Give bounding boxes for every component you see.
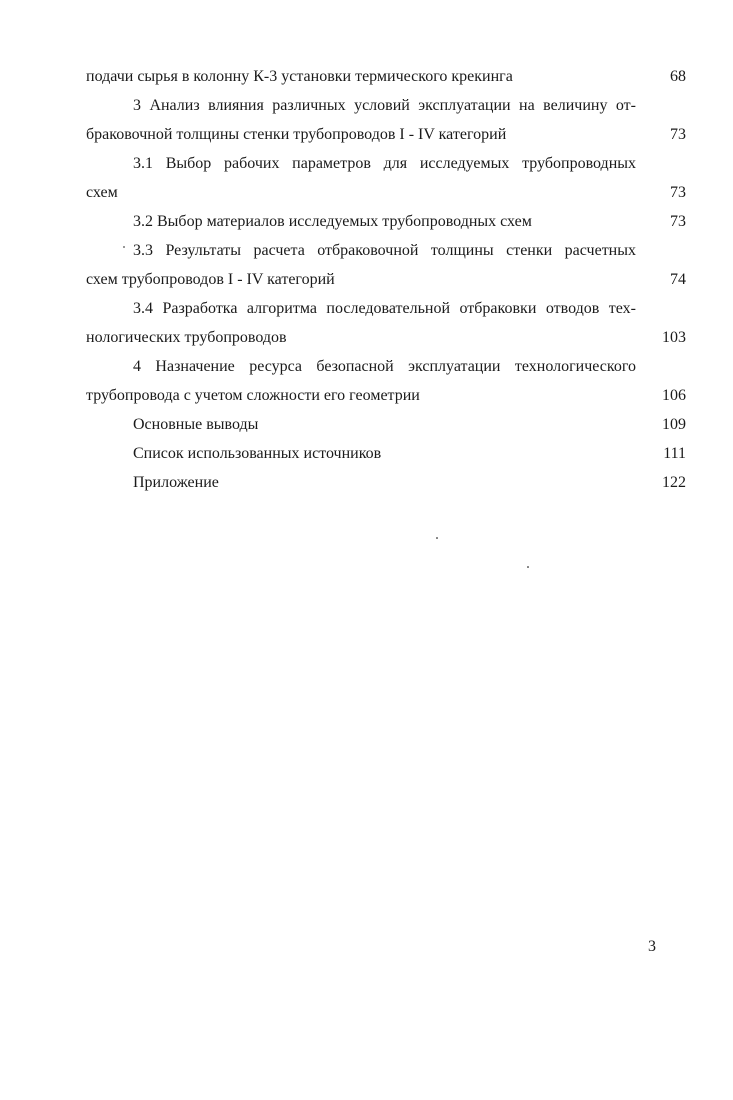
toc-entry bbox=[86, 91, 686, 149]
table-of-contents bbox=[86, 62, 686, 497]
toc-entry-text: 3.1 Выбор рабочих параметров для исследуемых трубопроводных bbox=[133, 155, 636, 172]
toc-entry bbox=[86, 294, 686, 352]
toc-entry bbox=[86, 439, 686, 468]
toc-entry-text: 3.2 Выбор материалов исследуемых трубопроводных схем bbox=[133, 213, 532, 230]
toc-entry-text: схем трубопроводов I - IV категорий bbox=[86, 271, 335, 288]
toc-entry bbox=[86, 352, 686, 410]
toc-entry-text: 3.3 Результаты расчета отбраковочной толщины стенки расчетных bbox=[133, 242, 636, 259]
toc-entry-text: Приложение bbox=[133, 474, 219, 491]
toc-entry-text: трубопровода с учетом сложности его геометрии bbox=[86, 387, 420, 404]
toc-entry bbox=[86, 468, 686, 497]
toc-page-number: 111 bbox=[663, 445, 686, 462]
toc-entry-text: 3 Анализ влияния различных условий эксплуатации на величину от- bbox=[133, 97, 636, 114]
toc-entry-text: Основные выводы bbox=[133, 416, 259, 433]
toc-entry bbox=[86, 236, 686, 294]
toc-page-number: 106 bbox=[662, 387, 686, 404]
toc-page-number: 73 bbox=[670, 213, 686, 230]
toc-entry bbox=[86, 207, 686, 236]
scan-speck bbox=[123, 246, 125, 248]
toc-page-number: 73 bbox=[670, 126, 686, 143]
toc-entry-text: 3.4 Разработка алгоритма последовательной отбраковки отводов тех- bbox=[133, 300, 636, 317]
toc-page-number: 122 bbox=[662, 474, 686, 491]
toc-entry-text: 4 Назначение ресурса безопасной эксплуатации технологического bbox=[133, 358, 636, 375]
toc-page-number: 68 bbox=[670, 68, 686, 85]
toc-entry-text: Список использованных источников bbox=[133, 445, 382, 462]
toc-entry-text: схем bbox=[86, 184, 118, 201]
page-number: 3 bbox=[648, 938, 656, 955]
toc-page-number: 103 bbox=[662, 329, 686, 346]
toc-entry-text: нологических трубопроводов bbox=[86, 329, 287, 346]
toc-entry-text: подачи сырья в колонну К-3 установки термического крекинга bbox=[86, 68, 513, 85]
toc-page-number: 109 bbox=[662, 416, 686, 433]
toc-entry bbox=[86, 62, 686, 91]
toc-entry bbox=[86, 149, 686, 207]
scan-speck bbox=[527, 566, 529, 568]
scan-speck bbox=[436, 537, 438, 539]
toc-entry bbox=[86, 410, 686, 439]
toc-entry-text: браковочной толщины стенки трубопроводов I - IV категорий bbox=[86, 126, 507, 143]
toc-page-number: 73 bbox=[670, 184, 686, 201]
toc-page-number: 74 bbox=[670, 271, 686, 288]
